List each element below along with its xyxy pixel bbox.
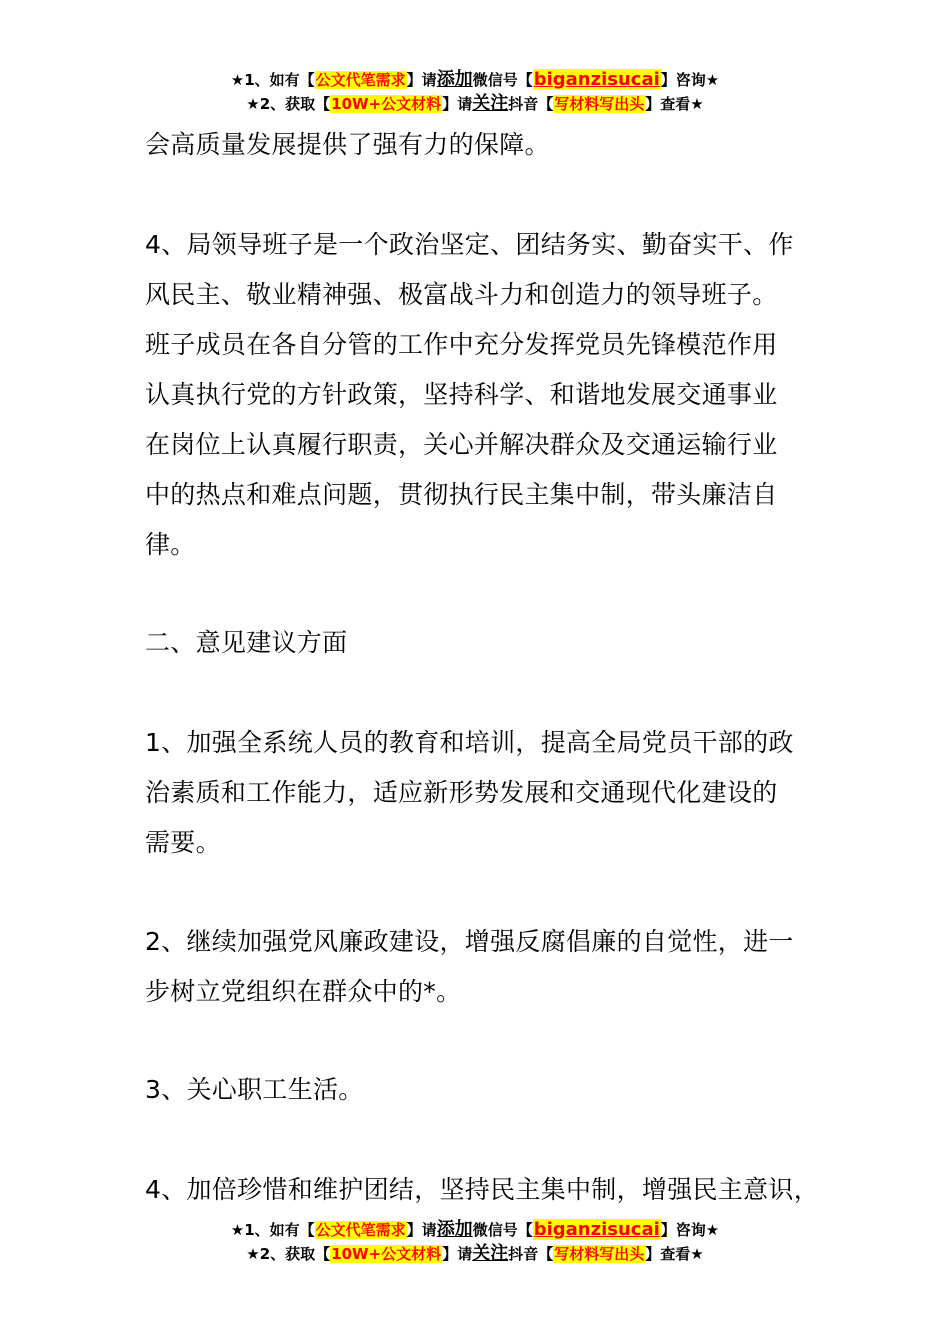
banner-text: ★1、如有【	[230, 71, 315, 89]
highlight-text: 公文代笔需求	[315, 71, 406, 89]
text-line: 认真执行党的方针政策，坚持科学、和谐地发展交通事业	[145, 380, 778, 409]
text-line: 需要。	[145, 828, 221, 857]
text-line: 3、关心职工生活。	[145, 1075, 364, 1104]
text-line: 4、局领导班子是一个政治坚定、团结务实、勤奋实干、作	[145, 230, 794, 259]
banner-line-2	[0, 92, 950, 116]
wechat-id: biganzisucai	[533, 1219, 660, 1240]
banner-line-2	[0, 1242, 950, 1266]
banner-text: 】查看★	[645, 1245, 704, 1263]
banner-text: 抖音【	[508, 95, 554, 113]
text-line: 会高质量发展提供了强有力的保障。	[145, 130, 550, 159]
highlight-text: 公文代笔需求	[315, 1221, 406, 1239]
text-line: 班子成员在各自分管的工作中充分发挥党员先锋模范作用	[145, 330, 778, 359]
text-line: 步树立党组织在群众中的*。	[145, 977, 462, 1006]
underlined-text: 关注	[472, 1243, 509, 1264]
header-banner	[0, 68, 950, 116]
banner-line-1	[0, 1218, 950, 1242]
text-line: 治素质和工作能力，适应新形势发展和交通现代化建设的	[145, 778, 778, 807]
highlight-text: 10W+公文材料	[331, 95, 442, 113]
banner-line-1	[0, 68, 950, 92]
text-line: 风民主、敬业精神强、极富战斗力和创造力的领导班子。	[145, 280, 778, 309]
highlight-text: 写材料写出头	[554, 95, 645, 113]
underlined-text: 添加	[436, 69, 473, 90]
text-line: 1、加强全系统人员的教育和培训，提高全局党员干部的政	[145, 728, 794, 757]
banner-text: 】请	[442, 1245, 473, 1263]
text-line: 4、加倍珍惜和维护团结，坚持民主集中制，增强民主意识，	[145, 1175, 820, 1204]
underlined-text: 关注	[472, 93, 509, 114]
banner-text: ★2、获取【	[246, 1245, 331, 1263]
banner-text: 】请	[406, 71, 437, 89]
section-heading: 二、意见建议方面	[145, 628, 348, 657]
banner-text: 】请	[442, 95, 473, 113]
banner-text: 】查看★	[645, 95, 704, 113]
banner-text: 抖音【	[508, 1245, 554, 1263]
text-line: 律。	[145, 530, 196, 559]
banner-text: 微信号【	[472, 71, 533, 89]
banner-text: 】咨询★	[660, 1221, 720, 1239]
highlight-text: 10W+公文材料	[331, 1245, 442, 1263]
banner-text: 】请	[406, 1221, 437, 1239]
footer-banner	[0, 1218, 950, 1266]
text-line: 在岗位上认真履行职责，关心并解决群众及交通运输行业	[145, 430, 778, 459]
banner-text: 微信号【	[472, 1221, 533, 1239]
banner-text: ★1、如有【	[230, 1221, 315, 1239]
banner-text: 】咨询★	[660, 71, 720, 89]
text-line: 中的热点和难点问题，贯彻执行民主集中制，带头廉洁自	[145, 480, 778, 509]
highlight-text: 写材料写出头	[554, 1245, 645, 1263]
underlined-text: 添加	[436, 1219, 473, 1240]
banner-text: ★2、获取【	[246, 95, 331, 113]
text-line: 2、继续加强党风廉政建设，增强反腐倡廉的自觉性，进一	[145, 927, 794, 956]
wechat-id: biganzisucai	[533, 69, 660, 90]
